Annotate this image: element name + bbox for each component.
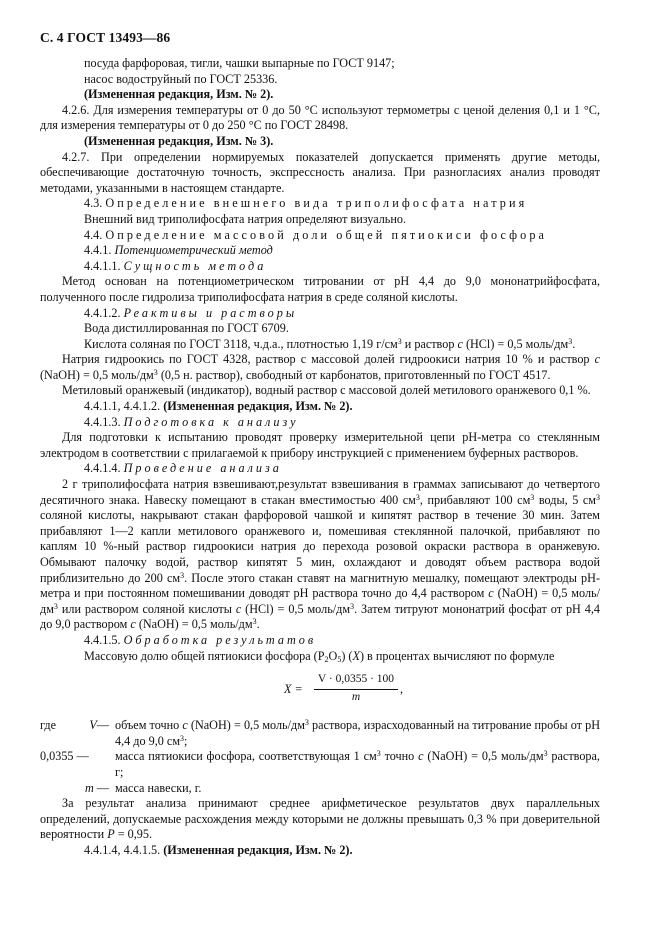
section-heading-4-4-1-2 bbox=[62, 306, 600, 322]
section-number: 4.4. bbox=[84, 227, 103, 242]
superscript: 3 bbox=[53, 601, 58, 611]
text: (NaOH) = 0,5 моль/дм bbox=[40, 586, 600, 616]
paragraph: посуда фарфоровая, тигли, чашки выпарные по ГОСТ 9147; bbox=[84, 56, 395, 70]
section-title: Подготовка к анализу bbox=[123, 414, 299, 429]
superscript: 3 bbox=[153, 367, 158, 377]
text: (NaOH) = 0,5 моль/дм bbox=[135, 617, 253, 632]
section-title: Реактивы и растворы bbox=[123, 305, 298, 320]
definition-m bbox=[40, 781, 600, 797]
superscript: 3 bbox=[415, 492, 420, 502]
text: ; bbox=[184, 733, 188, 748]
definition-symbol bbox=[40, 749, 115, 780]
paragraph: Метод основан на потенциометрическом титровании от pH 4,4 до 9,0 мононатрийфосфата, полученного после гидролиза триполифосфата натрия в среде соляной кислоты. bbox=[40, 274, 600, 304]
text: (NaOH) = 0,5 моль/дм bbox=[423, 749, 544, 764]
text: масса навески, г. bbox=[115, 780, 202, 795]
text: объем точно bbox=[115, 718, 183, 733]
concentration-symbol: c bbox=[235, 601, 242, 616]
variable-x: X bbox=[352, 648, 360, 663]
definition-v bbox=[40, 718, 600, 749]
where-label: где bbox=[40, 718, 57, 733]
text: 4.4.1.1, 4.4.1.2. bbox=[84, 399, 164, 414]
text: Кислота соляная по ГОСТ 3118, ч.д.а., плотностью 1,19 г/см bbox=[84, 336, 398, 351]
concentration-symbol: c bbox=[457, 336, 463, 351]
text: (0,5 н. раствор), свободный от карбонатов, приготовленный по ГОСТ 4517. bbox=[157, 367, 551, 382]
paragraph bbox=[40, 796, 600, 843]
superscript: 3 bbox=[568, 336, 573, 346]
superscript: 3 bbox=[180, 570, 185, 580]
dash: — bbox=[96, 780, 109, 795]
dash: — bbox=[96, 718, 109, 733]
section-heading-4-4-1 bbox=[62, 243, 600, 259]
text: (NaOH) = 0,5 моль/дм bbox=[187, 718, 305, 733]
superscript: 3 bbox=[530, 492, 535, 502]
text: Массовую долю общей пятиокиси фосфора (P bbox=[84, 648, 325, 663]
text: (HCl) = 0,5 моль/дм bbox=[462, 336, 569, 351]
concentration-symbol: c bbox=[594, 352, 600, 367]
paragraph: насос водоструйный по ГОСТ 25336. bbox=[84, 71, 278, 86]
definition-text bbox=[115, 718, 600, 749]
text: точно bbox=[380, 749, 419, 764]
paragraph: Для подготовки к испытанию проводят проверку измерительной цепи pH-метра со стеклянным электродом в соответствии с прилагаемой к прибору инструкцией с применением буферных растворов. bbox=[40, 430, 600, 460]
section-heading-4-4 bbox=[62, 228, 600, 244]
concentration-symbol: c bbox=[130, 617, 136, 632]
document-body bbox=[40, 56, 601, 859]
section-heading-4-4-1-3 bbox=[62, 415, 600, 431]
section-title: Определение массовой доли общей пятиокиси фосфора bbox=[105, 227, 548, 242]
superscript: 3 bbox=[252, 617, 257, 627]
text: раствора, г; bbox=[115, 749, 600, 779]
concentration-symbol: c bbox=[488, 586, 494, 601]
definition-symbol bbox=[40, 781, 115, 797]
section-title: Проведение анализа bbox=[123, 461, 282, 476]
section-heading-4-4-1-5 bbox=[62, 633, 600, 649]
dash: — bbox=[76, 749, 89, 764]
text: (HCl) = 0,5 моль/дм bbox=[241, 601, 351, 616]
superscript: 3 bbox=[304, 718, 309, 728]
symbol: V bbox=[89, 718, 97, 733]
text: масса пятиокиси фосфора, соответствующая 1 см bbox=[115, 749, 377, 764]
section-heading-4-4-1-4 bbox=[62, 461, 600, 477]
subscript: 5 bbox=[337, 654, 342, 664]
text: (NaOH) = 0,5 моль/дм bbox=[40, 367, 154, 382]
text: воды, 5 см bbox=[534, 492, 596, 507]
section-title: Обработка результатов bbox=[123, 632, 317, 647]
amendment-note bbox=[62, 843, 600, 859]
superscript: 3 bbox=[397, 336, 402, 346]
amendment-label: (Измененная редакция, Изм. № 2). bbox=[163, 842, 353, 857]
definition-symbol bbox=[40, 718, 115, 749]
paragraph bbox=[62, 337, 600, 353]
section-number: 4.4.1.5. bbox=[84, 632, 121, 647]
paragraph: Вода дистиллированная по ГОСТ 6709. bbox=[84, 321, 289, 336]
amendment-note: (Измененная редакция, Изм. № 2). bbox=[84, 87, 274, 102]
formula-numerator: V · 0,0355 · 100 bbox=[314, 672, 398, 690]
text: За результат анализа принимают среднее арифметическое результатов двух параллельных определений, допускаемые расхождения между которыми не должны превышать 0,3 % при доверительной вероятности bbox=[40, 796, 600, 842]
section-title: Сущность метода bbox=[123, 258, 267, 273]
section-number: 4.4.1.3. bbox=[84, 414, 121, 429]
page-header: С. 4 ГОСТ 13493—86 bbox=[40, 30, 171, 45]
text: . bbox=[572, 336, 576, 351]
text: , прибавляют 100 см bbox=[419, 492, 531, 507]
concentration-symbol: c bbox=[418, 749, 424, 764]
definition-0-0355 bbox=[40, 749, 600, 780]
paragraph-4-2-6: 4.2.6. Для измерения температуры от 0 до 50 °С используют термометры с ценой деления 0,1 и 1 °С, для измерения температуры от 0 до 250 °С по ГОСТ 28498. bbox=[40, 102, 600, 133]
section-heading-4-3 bbox=[62, 196, 600, 212]
section-title: Определение внешнего вида триполифосфата натрия bbox=[105, 196, 528, 211]
variable-definitions bbox=[40, 718, 600, 796]
text: . Затем титруют мононатрий фосфат от pH 4,4 до 9,0 раствором bbox=[40, 601, 600, 632]
paragraph bbox=[62, 649, 600, 665]
amendment-note: (Измененная редакция, Изм. № 3). bbox=[84, 133, 274, 148]
definition-text bbox=[115, 781, 600, 797]
formula-fraction bbox=[314, 672, 398, 705]
section-number: 4.4.1.1. bbox=[84, 258, 121, 273]
formula-lhs: X = bbox=[284, 682, 303, 697]
text: раствора, израсходованный на титрование пробы от pH 4,4 до 9,0 см bbox=[115, 718, 600, 748]
amendment-note bbox=[62, 399, 600, 415]
text: . bbox=[256, 617, 260, 632]
formula-denominator: m bbox=[351, 690, 361, 703]
variable-p: P bbox=[107, 827, 115, 842]
formula-trailing: , bbox=[400, 682, 404, 697]
superscript: 3 bbox=[180, 733, 185, 743]
section-title: Потенциометрический метод bbox=[114, 243, 273, 258]
paragraph-4-2-7: 4.2.7. При определении нормируемых показателей допускается применять другие методы, обеспечивающие достаточную точность, экспрессность анализа. При разногласиях анализ проводят методами, указанными в настоящем стандарте. bbox=[40, 149, 600, 195]
text: ) в процентах вычисляют по формуле bbox=[359, 648, 555, 663]
text: и раствор bbox=[401, 336, 458, 351]
superscript: 3 bbox=[596, 492, 600, 502]
section-heading-4-4-1-1 bbox=[62, 259, 600, 275]
text: . После этого стакан ставят на магнитную мешалку, помещают электроды pH-метра и при постоянном помешивании доводят pH раствора точно до 4,4 раствором bbox=[40, 570, 601, 601]
section-number: 4.4.1. bbox=[84, 243, 112, 258]
text: 4.4.1.4, 4.4.1.5. bbox=[84, 842, 164, 857]
section-number: 4.4.1.4. bbox=[84, 461, 121, 476]
paragraph: Метиловый оранжевый (индикатор), водный раствор с массовой долей метилового оранжевого 0,1 %. bbox=[62, 383, 591, 398]
text: = 0,95. bbox=[114, 827, 153, 842]
text: 2 г триполифосфата натрия взвешивают,результат взвешивания в граммах записывают до четвертого десятичного знака. Навеску помещают в стакан вместимостью 400 см bbox=[40, 477, 600, 507]
paragraph bbox=[40, 477, 600, 633]
text: Натрия гидроокись по ГОСТ 4328, раствор с массовой долей гидроокиси натрия 10 % и раствор bbox=[62, 352, 595, 367]
text: или раствором соляной кислоты bbox=[57, 601, 236, 616]
text: O bbox=[328, 648, 338, 663]
text: ) ( bbox=[341, 648, 353, 663]
paragraph: Внешний вид триполифосфата натрия определяют визуально. bbox=[84, 211, 407, 226]
symbol: 0,0355 bbox=[40, 749, 74, 764]
concentration-symbol: c bbox=[182, 718, 188, 733]
subscript: 2 bbox=[324, 654, 329, 664]
paragraph bbox=[40, 352, 600, 383]
section-number: 4.3. bbox=[84, 196, 103, 211]
amendment-label: (Измененная редакция, Изм. № 2). bbox=[163, 399, 353, 414]
symbol: m bbox=[84, 780, 94, 795]
formula bbox=[62, 672, 600, 714]
superscript: 3 bbox=[543, 749, 548, 759]
definition-text bbox=[115, 749, 600, 780]
superscript: 3 bbox=[350, 601, 355, 611]
superscript: 3 bbox=[376, 749, 381, 759]
section-number: 4.4.1.2. bbox=[84, 305, 121, 320]
text: соляной кислоты, накрывают стакан фарфоровой чашкой и кипятят раствор в течение 30 мин. Затем прибавляют 1—2 капли метилового оранжевого и, помешивая стеклянной палочкой, прибавляют по каплям 10 %-ный раствор гидроокиси натрия до перехода розовой окраски раствора в оранжевую. Обмывают палочку водой, раствор кипятят 5 мин, охлаждают и доводят объем раствора водой приблизительно до 200 см bbox=[40, 508, 600, 585]
